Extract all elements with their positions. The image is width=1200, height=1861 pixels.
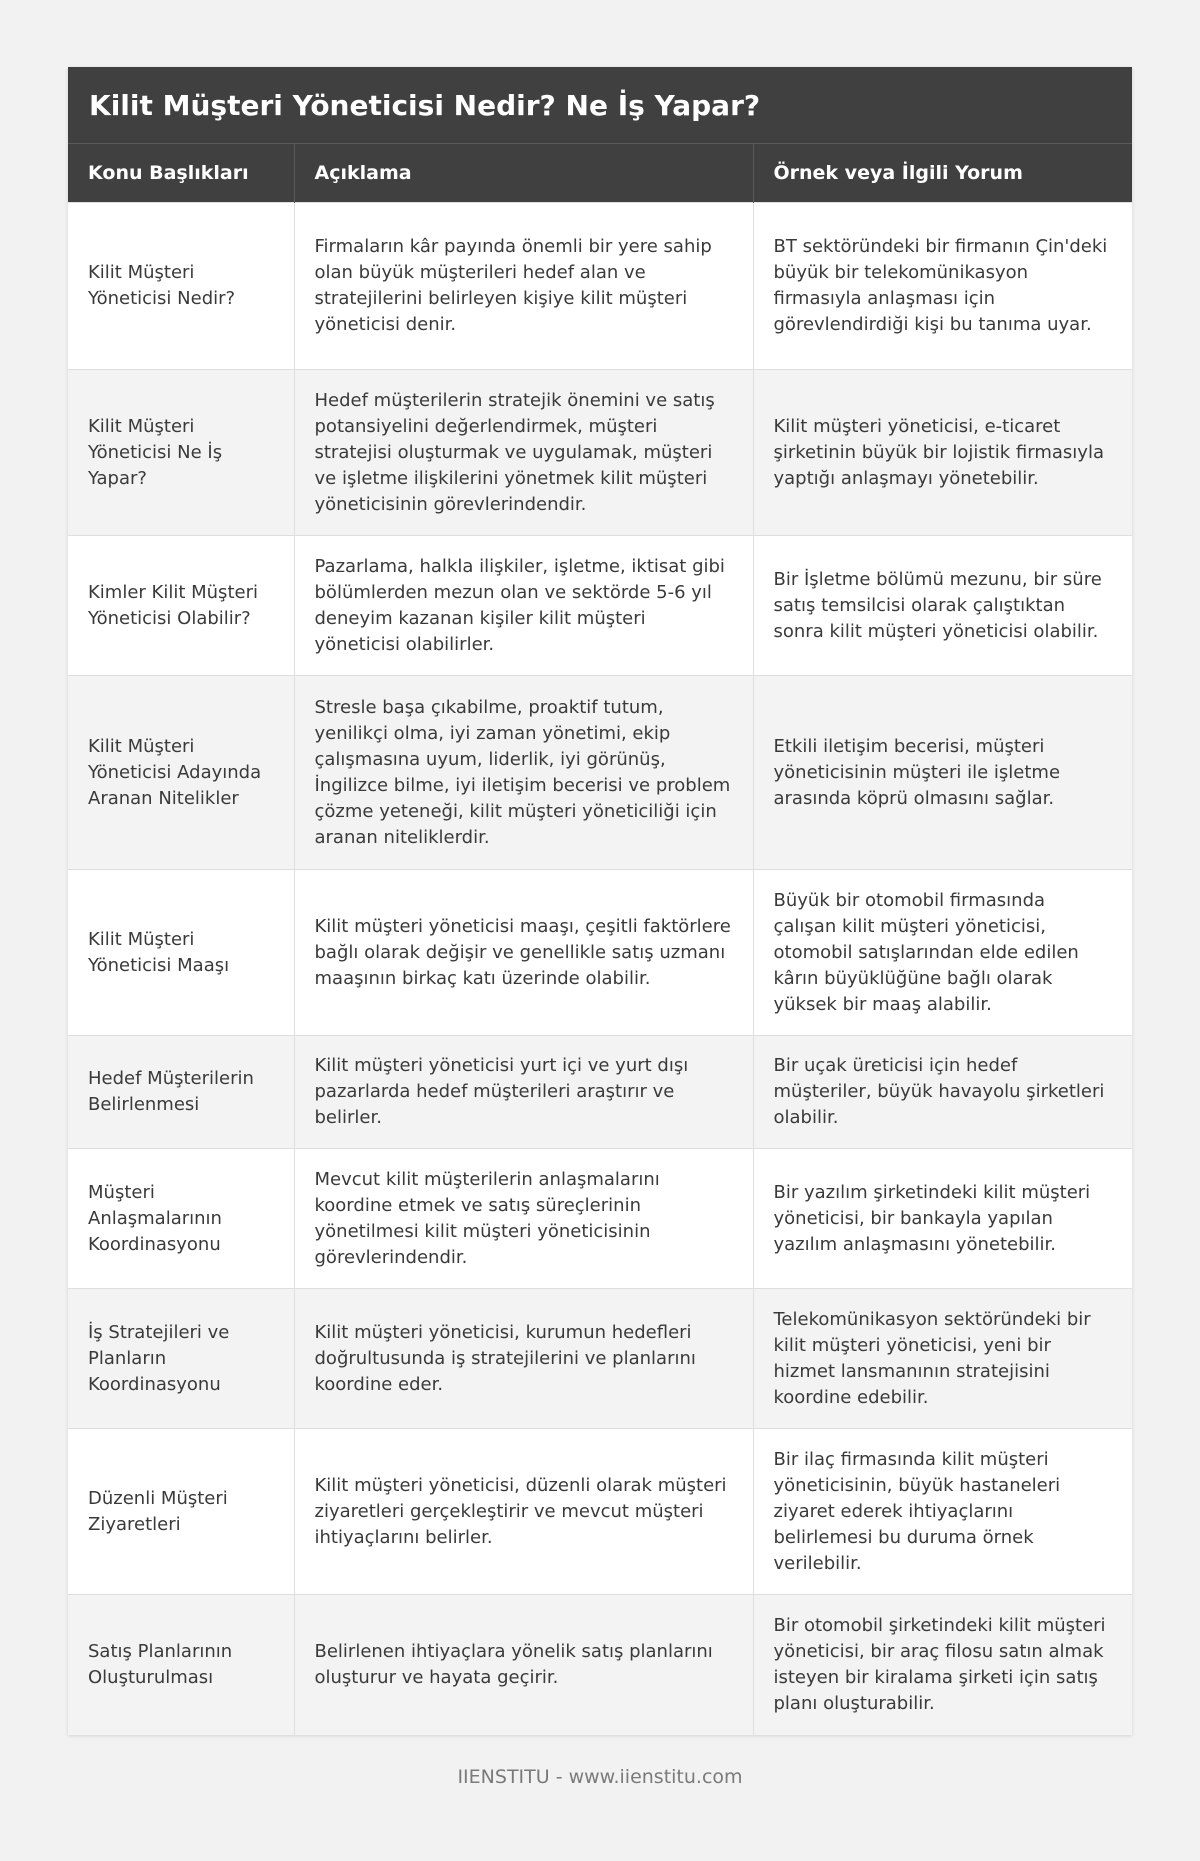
table-row bbox=[68, 203, 1132, 370]
description-cell: Stresle başa çıkabilme, proaktif tutum, yenilikçi olma, iyi zaman yönetimi, ekip çalışmasına uyum, liderlik, iyi görünüş, İngilizce bilme, iyi iletişim becerisi ve problem çözme yeteneği, kilit müşteri yöneticiliği için aranan niteliklerdir. bbox=[294, 676, 753, 870]
example-cell: Kilit müşteri yöneticisi, e-ticaret şirketinin büyük bir lojistik firmasıyla yaptığı anlaşmayı yönetebilir. bbox=[753, 370, 1132, 536]
table-card bbox=[68, 67, 1132, 1735]
table-row bbox=[68, 536, 1132, 676]
column-header-description: Açıklama bbox=[294, 144, 753, 203]
topic-cell: Kilit Müşteri Yöneticisi Ne İş Yapar? bbox=[68, 370, 294, 536]
example-cell: Etkili iletişim becerisi, müşteri yöneticisinin müşteri ile işletme arasında köprü olmasını sağlar. bbox=[753, 676, 1132, 870]
topic-cell: Kilit Müşteri Yöneticisi Maaşı bbox=[68, 870, 294, 1036]
table-row bbox=[68, 1429, 1132, 1595]
description-cell: Kilit müşteri yöneticisi, kurumun hedefleri doğrultusunda iş stratejilerini ve planlarını koordine eder. bbox=[294, 1289, 753, 1429]
example-cell: Büyük bir otomobil firmasında çalışan kilit müşteri yöneticisi, otomobil satışlarından elde edilen kârın büyüklüğüne bağlı olarak yüksek bir maaş alabilir. bbox=[753, 870, 1132, 1036]
topic-cell: Hedef Müşterilerin Belirlenmesi bbox=[68, 1036, 294, 1149]
column-header-example: Örnek veya İlgili Yorum bbox=[753, 144, 1132, 203]
table-row bbox=[68, 1036, 1132, 1149]
info-table bbox=[68, 143, 1132, 1735]
description-cell: Mevcut kilit müşterilerin anlaşmalarını koordine etmek ve satış süreçlerinin yönetilmesi kilit müşteri yöneticisinin görevlerindendir. bbox=[294, 1149, 753, 1289]
table-row bbox=[68, 370, 1132, 536]
column-header-topic: Konu Başlıkları bbox=[68, 144, 294, 203]
table-row bbox=[68, 676, 1132, 870]
topic-cell: Kimler Kilit Müşteri Yöneticisi Olabilir? bbox=[68, 536, 294, 676]
table-row bbox=[68, 1149, 1132, 1289]
table-row bbox=[68, 870, 1132, 1036]
footer-credit: IIENSTITU - www.iienstitu.com bbox=[457, 1766, 743, 1788]
example-cell: Bir uçak üreticisi için hedef müşteriler, büyük havayolu şirketleri olabilir. bbox=[753, 1036, 1132, 1149]
topic-cell: Müşteri Anlaşmalarının Koordinasyonu bbox=[68, 1149, 294, 1289]
example-cell: Telekomünikasyon sektöründeki bir kilit müşteri yöneticisi, yeni bir hizmet lansmanının stratejisini koordine edebilir. bbox=[753, 1289, 1132, 1429]
example-cell: Bir otomobil şirketindeki kilit müşteri yöneticisi, bir araç filosu satın almak isteyen bir kiralama şirketi için satış planı oluşturabilir. bbox=[753, 1595, 1132, 1735]
description-cell: Kilit müşteri yöneticisi maaşı, çeşitli faktörlere bağlı olarak değişir ve genellikle satış uzmanı maaşının birkaç katı üzerinde olabilir. bbox=[294, 870, 753, 1036]
description-cell: Kilit müşteri yöneticisi yurt içi ve yurt dışı pazarlarda hedef müşterileri araştırır ve belirler. bbox=[294, 1036, 753, 1149]
topic-cell: Kilit Müşteri Yöneticisi Nedir? bbox=[68, 203, 294, 370]
example-cell: Bir ilaç firmasında kilit müşteri yöneticisinin, büyük hastaneleri ziyaret ederek ihtiyaçlarını belirlemesi bu duruma örnek verilebilir. bbox=[753, 1429, 1132, 1595]
example-cell: Bir yazılım şirketindeki kilit müşteri yöneticisi, bir bankayla yapılan yazılım anlaşmasını yönetebilir. bbox=[753, 1149, 1132, 1289]
topic-cell: İş Stratejileri ve Planların Koordinasyonu bbox=[68, 1289, 294, 1429]
table-header-row bbox=[68, 144, 1132, 203]
topic-cell: Düzenli Müşteri Ziyaretleri bbox=[68, 1429, 294, 1595]
example-cell: BT sektöründeki bir firmanın Çin'deki büyük bir telekomünikasyon firmasıyla anlaşması için görevlendirdiği kişi bu tanıma uyar. bbox=[753, 203, 1132, 370]
description-cell: Kilit müşteri yöneticisi, düzenli olarak müşteri ziyaretleri gerçekleştirir ve mevcut müşteri ihtiyaçlarını belirler. bbox=[294, 1429, 753, 1595]
topic-cell: Kilit Müşteri Yöneticisi Adayında Aranan Nitelikler bbox=[68, 676, 294, 870]
table-row bbox=[68, 1289, 1132, 1429]
page-title: Kilit Müşteri Yöneticisi Nedir? Ne İş Yapar? bbox=[68, 67, 1132, 143]
description-cell: Hedef müşterilerin stratejik önemini ve satış potansiyelini değerlendirmek, müşteri stratejisi oluşturmak ve uygulamak, müşteri ve işletme ilişkilerini yönetmek kilit müşteri yöneticisinin görevlerindendir. bbox=[294, 370, 753, 536]
description-cell: Firmaların kâr payında önemli bir yere sahip olan büyük müşterileri hedef alan ve stratejilerini belirleyen kişiye kilit müşteri yöneticisi denir. bbox=[294, 203, 753, 370]
description-cell: Belirlenen ihtiyaçlara yönelik satış planlarını oluşturur ve hayata geçirir. bbox=[294, 1595, 753, 1735]
table-row bbox=[68, 1595, 1132, 1735]
description-cell: Pazarlama, halkla ilişkiler, işletme, iktisat gibi bölümlerden mezun olan ve sektörde 5-6 yıl deneyim kazanan kişiler kilit müşteri yöneticisi olabilirler. bbox=[294, 536, 753, 676]
example-cell: Bir İşletme bölümü mezunu, bir süre satış temsilcisi olarak çalıştıktan sonra kilit müşteri yöneticisi olabilir. bbox=[753, 536, 1132, 676]
topic-cell: Satış Planlarının Oluşturulması bbox=[68, 1595, 294, 1735]
